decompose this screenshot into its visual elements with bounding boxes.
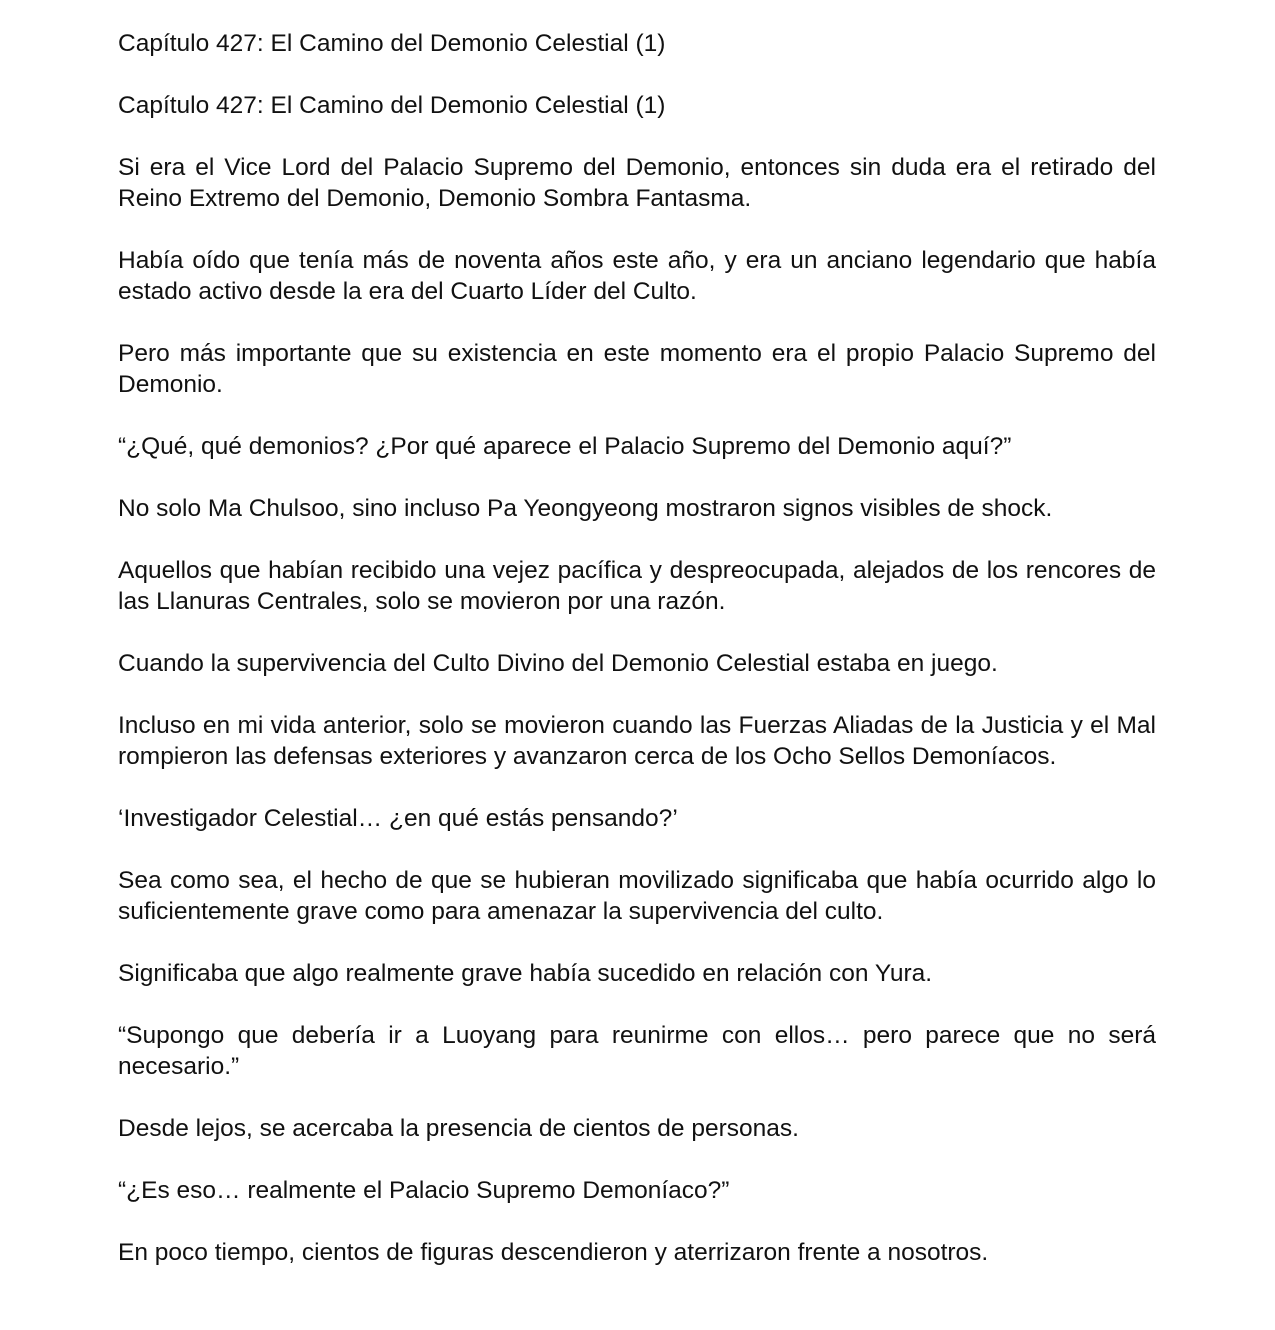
- paragraph: Si era el Vice Lord del Palacio Supremo del Demonio, entonces sin duda era el retirado del Reino Extremo del Demonio, Demonio Sombra Fantasma.: [118, 154, 1156, 212]
- paragraph: Había oído que tenía más de noventa años este año, y era un anciano legendario que había estado activo desde la era del Cuarto Líder del Culto.: [118, 247, 1156, 305]
- chapter-title: Capítulo 427: El Camino del Demonio Celestial (1): [118, 30, 666, 57]
- chapter-title-repeat: Capítulo 427: El Camino del Demonio Celestial (1): [118, 92, 666, 119]
- paragraph: No solo Ma Chulsoo, sino incluso Pa Yeongyeong mostraron signos visibles de shock.: [118, 495, 1053, 522]
- paragraph: Incluso en mi vida anterior, solo se movieron cuando las Fuerzas Aliadas de la Justicia y el Mal rompieron las defensas exteriores y avanzaron cerca de los Ocho Sellos Demoníacos.: [118, 712, 1156, 770]
- dialogue-line: “¿Qué, qué demonios? ¿Por qué aparece el Palacio Supremo del Demonio aquí?”: [118, 433, 1012, 460]
- paragraph: Cuando la supervivencia del Culto Divino del Demonio Celestial estaba en juego.: [118, 650, 998, 677]
- paragraph: Significaba que algo realmente grave había sucedido en relación con Yura.: [118, 960, 933, 987]
- document-page: [118, 28, 1156, 1299]
- paragraph: En poco tiempo, cientos de figuras descendieron y aterrizaron frente a nosotros.: [118, 1239, 989, 1266]
- paragraph: Desde lejos, se acercaba la presencia de cientos de personas.: [118, 1115, 799, 1142]
- dialogue-line: “¿Es eso… realmente el Palacio Supremo Demoníaco?”: [118, 1177, 730, 1204]
- thought-line: ‘Investigador Celestial… ¿en qué estás pensando?’: [118, 805, 678, 832]
- paragraph: Pero más importante que su existencia en este momento era el propio Palacio Supremo del Demonio.: [118, 340, 1156, 398]
- dialogue-line: “Supongo que debería ir a Luoyang para reunirme con ellos… pero parece que no será necesario.”: [118, 1022, 1156, 1080]
- paragraph: Sea como sea, el hecho de que se hubieran movilizado significaba que había ocurrido algo lo suficientemente grave como para amenazar la supervivencia del culto.: [118, 867, 1156, 925]
- paragraph: Aquellos que habían recibido una vejez pacífica y despreocupada, alejados de los rencores de las Llanuras Centrales, solo se movieron por una razón.: [118, 557, 1156, 615]
